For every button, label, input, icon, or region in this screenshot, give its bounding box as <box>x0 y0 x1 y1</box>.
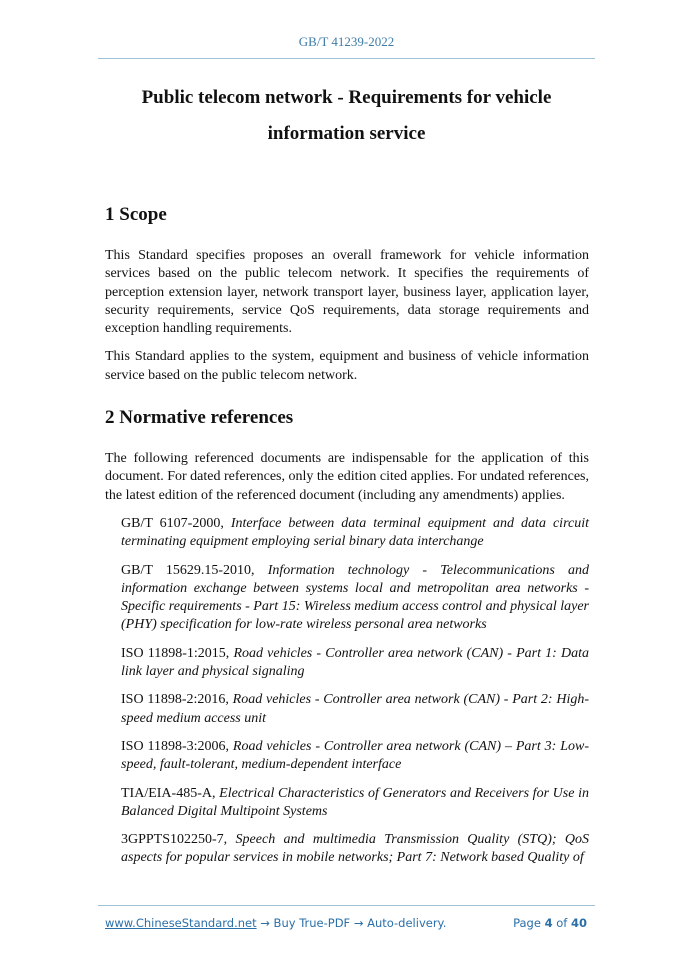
current-page: 4 <box>544 916 553 930</box>
section-heading-scope: 1 Scope <box>105 204 167 225</box>
page-of: of <box>552 916 571 930</box>
reference-title: Road vehicles - Controller area network (CAN) - Part 2: High-speed medium access unit <box>121 692 589 726</box>
reference-code: 3GPPTS102250-7, <box>121 832 236 848</box>
page-footer <box>105 916 587 930</box>
header-divider <box>98 58 595 59</box>
reference-code: GB/T 15629.15-2010, <box>121 562 268 578</box>
total-pages: 40 <box>570 916 587 930</box>
reference-title: Road vehicles - Controller area network (CAN) – Part 3: Low-speed, fault-tolerant, medium-dependent interface <box>121 738 589 773</box>
reference-title: Road vehicles - Controller area network (CAN) - Part 1: Data link layer and physical signaling <box>121 645 590 680</box>
website-link[interactable]: www.ChineseStandard.net <box>105 916 257 930</box>
document-body <box>105 202 589 878</box>
reference-item <box>121 645 589 682</box>
reference-item <box>121 691 589 728</box>
reference-item <box>121 562 589 635</box>
reference-item <box>121 515 589 552</box>
title-line-1: Public telecom network - Requirements for vehicle <box>141 87 552 108</box>
title-line-2: information service <box>267 123 426 144</box>
reference-code: TIA/EIA-485-A, <box>121 785 220 801</box>
reference-code: ISO 11898-2:2016, <box>121 692 233 708</box>
document-title <box>0 80 693 152</box>
page-label: Page <box>513 916 545 930</box>
reference-item <box>121 785 589 822</box>
page-number <box>513 916 587 930</box>
paragraph: This Standard specifies proposes an overall framework for vehicle information services based on the public telecom network. It specifies the requirements of perception extension layer, network transport layer, business layer, application layer, security requirements, service QoS requirements, data storage requirements and exception handling requirements. <box>105 248 589 337</box>
footer-divider <box>98 905 595 906</box>
reference-title: Speech and multimedia Transmission Quality (STQ); QoS aspects for popular services in mobile networks; Part 7: Network based Quality of <box>121 832 589 866</box>
paragraph: This Standard applies to the system, equipment and business of vehicle information service based on the public telecom network. <box>105 349 589 383</box>
reference-title: Electrical Characteristics of Generators and Receivers for Use in Balanced Digital Multipoint Systems <box>121 785 589 819</box>
section-heading-normative-references: 2 Normative references <box>105 407 294 429</box>
reference-code: GB/T 6107-2000, <box>121 515 231 531</box>
reference-code: ISO 11898-1:2015, <box>121 645 234 661</box>
paragraph: The following referenced documents are indispensable for the application of this document. For dated references, only the edition cited applies. For undated references, the latest edition of the referenced document (including any amendments) applies. <box>105 451 589 503</box>
reference-title: Interface between data terminal equipment and data circuit terminating equipment employing serial binary data interchange <box>121 515 589 550</box>
footer-promo <box>105 916 446 930</box>
reference-item <box>121 831 589 868</box>
reference-item <box>121 738 589 775</box>
reference-code: ISO 11898-3:2006, <box>121 738 233 754</box>
reference-title: Information technology - Telecommunications and information exchange between systems local and metropolitan area networks - Specific requirements - Part 15: Wireless medium access control and physical layer (PHY) specification for low-rate wireless personal area networks <box>121 562 589 633</box>
promo-text: → Buy True-PDF → Auto-delivery. <box>256 916 447 930</box>
running-header: GB/T 41239-2022 <box>298 34 395 49</box>
